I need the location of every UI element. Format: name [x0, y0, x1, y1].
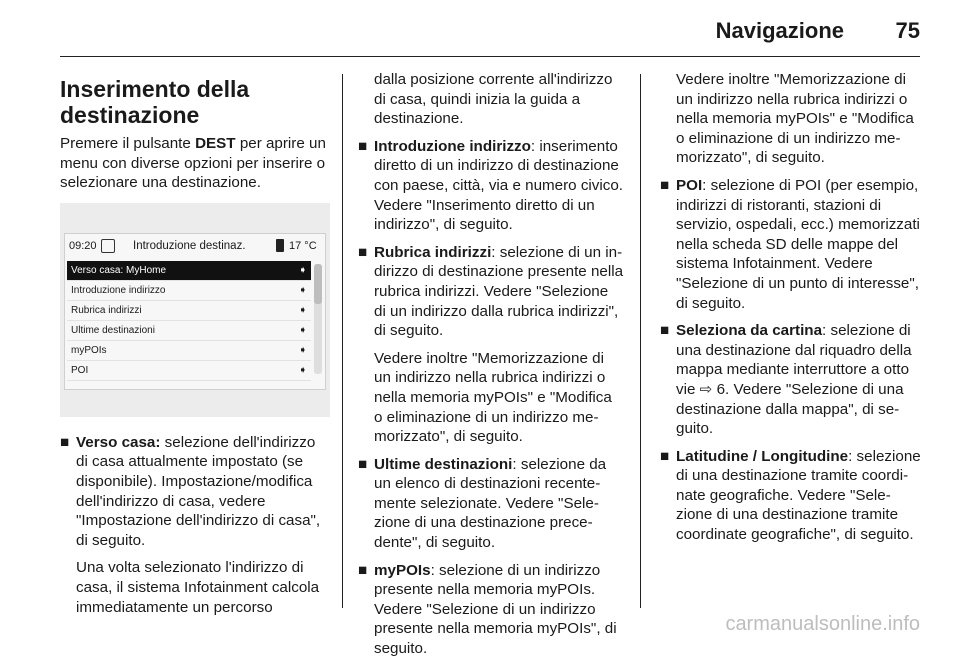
item-text: : inserimento diretto di un indirizzo di destinazione con paese, città, via e numero civico. Vedere "Inserimento diretto di un indirizzo", di seguito. — [374, 137, 624, 234]
scrollbar-thumb[interactable] — [314, 264, 322, 304]
bullet-icon: ■ — [358, 455, 368, 473]
page-number: 75 — [895, 18, 920, 43]
clock-icon — [101, 239, 115, 253]
item-text: : selezione di POI (per esempio, indirizzi di ristoranti, stazioni di servizio, ospedali, ecc.) memorizzati nella scheda SD delle mappe del sistema Infotainment. Vedere "Selezione di un punto di interesse", di seguito. — [676, 176, 920, 312]
menu-item-label: Verso casa: MyHome — [71, 264, 167, 276]
destination-menu — [67, 261, 311, 381]
list-item — [358, 137, 624, 235]
list-item — [660, 321, 922, 439]
arrow-right-icon: ➧ — [298, 364, 307, 376]
section-title: Inserimento della destinazione — [60, 76, 250, 128]
menu-item-mypois[interactable] — [67, 341, 311, 361]
menu-item-poi[interactable] — [67, 361, 311, 381]
list-item — [60, 433, 330, 551]
bullet-icon: ■ — [660, 322, 670, 340]
item-text: : selezione di un indirizzo presente nella memoria myPOIs. Vedere "Selezione di un indirizzo presente nella memoria myPOIs", di seguito. — [374, 561, 617, 658]
item-term: Rubrica indirizzi — [374, 243, 492, 261]
bullet-icon: ■ — [358, 243, 368, 261]
menu-item-label: Rubrica indirizzi — [71, 304, 142, 316]
item-text: : selezione di una destinazione tramite coordinate geografiche. Vedere "Selezione di una destinazione tramite coordinate geografiche", di seguito. — [676, 447, 921, 544]
menu-item-label: Introduzione indirizzo — [71, 284, 166, 296]
item-text: : selezione da un elenco di destinazioni recentemente selezionate. Vedere "Selezione di una destinazione precedente", di seguito. — [374, 455, 607, 552]
menu-item-verso-casa[interactable] — [67, 261, 311, 281]
item-term: Seleziona da cartina — [676, 322, 823, 340]
item-text: : selezione di una destinazione dal riquadro della mappa mediante interruttore a otto vie ⇨ 6. Vedere "Selezione di una destinazione dalla mappa", di seguito. — [676, 322, 912, 438]
bullet-icon: ■ — [358, 561, 368, 579]
menu-item-ultime-destinazioni[interactable] — [67, 321, 311, 341]
item-subparagraph: Vedere inoltre "Memorizzazione di un indirizzo nella rubrica indirizzi o nella memoria myPOIs" e "Modifica o eliminazione di un indirizzo memorizzato", di seguito. — [374, 349, 612, 446]
arrow-right-icon: ➧ — [298, 304, 307, 316]
list-item — [358, 455, 624, 553]
column-2 — [358, 70, 624, 667]
page-title: Navigazione — [715, 18, 844, 43]
arrow-right-icon: ➧ — [298, 344, 307, 356]
menu-item-label: myPOIs — [71, 344, 107, 356]
column-1 — [60, 70, 330, 625]
menu-item-rubrica-indirizzi[interactable] — [67, 301, 311, 321]
bullet-icon: ■ — [660, 447, 670, 465]
arrow-right-icon: ➧ — [298, 324, 307, 336]
continued-text: Vedere inoltre "Memorizzazione di un indirizzo nella rubrica indirizzi o nella memoria myPOIs" e "Modifica o eliminazione di un indirizzo memorizzato", di seguito. — [676, 71, 914, 167]
infotainment-screen — [64, 233, 326, 390]
column-divider — [342, 74, 343, 608]
item-text: : selezione di un indirizzo di destinazione presente nella rubrica indirizzi. Vedere "Selezione di un indirizzo dalla rubrica indirizzi", di seguito. — [374, 243, 624, 340]
arrow-right-icon: ➧ — [298, 284, 307, 296]
menu-item-label: POI — [71, 364, 89, 376]
menu-item-label: Ultime destinazioni — [71, 324, 155, 336]
item-text: selezione dell'indirizzo di casa attualmente impostato (se disponibile). Impostazione/modifica dell'indirizzo di casa, vedere "Impostazione dell'indirizzo di casa", di seguito. — [76, 433, 321, 549]
item-term: Ultime destinazioni — [374, 455, 513, 473]
intro-paragraph — [60, 134, 330, 193]
infotainment-screenshot — [60, 203, 330, 417]
page-header — [0, 0, 960, 62]
screen-time: 09:20 — [69, 239, 97, 252]
item-subparagraph: Una volta selezionato l'indirizzo di casa, il sistema Infotainment calcola immediatamente un percorso — [76, 559, 320, 616]
list-item — [660, 176, 922, 313]
menu-item-introduzione-indirizzo[interactable] — [67, 281, 311, 301]
item-term: myPOIs — [374, 561, 431, 579]
list-item — [660, 447, 922, 545]
screen-status-bar — [65, 234, 325, 258]
header-divider — [60, 56, 920, 57]
screen-scrollbar[interactable] — [314, 264, 322, 374]
screen-temperature: 17 °C — [289, 239, 317, 252]
arrow-right-icon: ➧ — [298, 264, 307, 276]
item-term: POI — [676, 176, 703, 194]
dest-button-name: DEST — [195, 135, 236, 152]
watermark: carmanualsonline.info — [725, 613, 920, 635]
intro-text: per aprire un menu con diverse opzioni per inserire o selezionare una destinazione. — [60, 135, 326, 192]
list-item — [358, 561, 624, 659]
intro-text: Premere il pulsante — [60, 135, 196, 152]
item-term: Verso casa: — [76, 433, 161, 451]
list-item — [358, 243, 624, 341]
screen-title: Introduzione destinaz. — [133, 239, 246, 252]
column-3 — [660, 70, 922, 553]
bullet-icon: ■ — [660, 176, 670, 194]
bullet-icon: ■ — [60, 433, 70, 451]
item-term: Latitudine / Longitudine — [676, 447, 849, 465]
continued-text: dalla posizione corrente all'indirizzo di casa, quindi inizia la guida a destinazione. — [374, 71, 613, 128]
phone-icon — [276, 239, 284, 252]
column-divider — [640, 74, 641, 608]
item-term: Introduzione indirizzo — [374, 137, 531, 155]
bullet-icon: ■ — [358, 137, 368, 155]
